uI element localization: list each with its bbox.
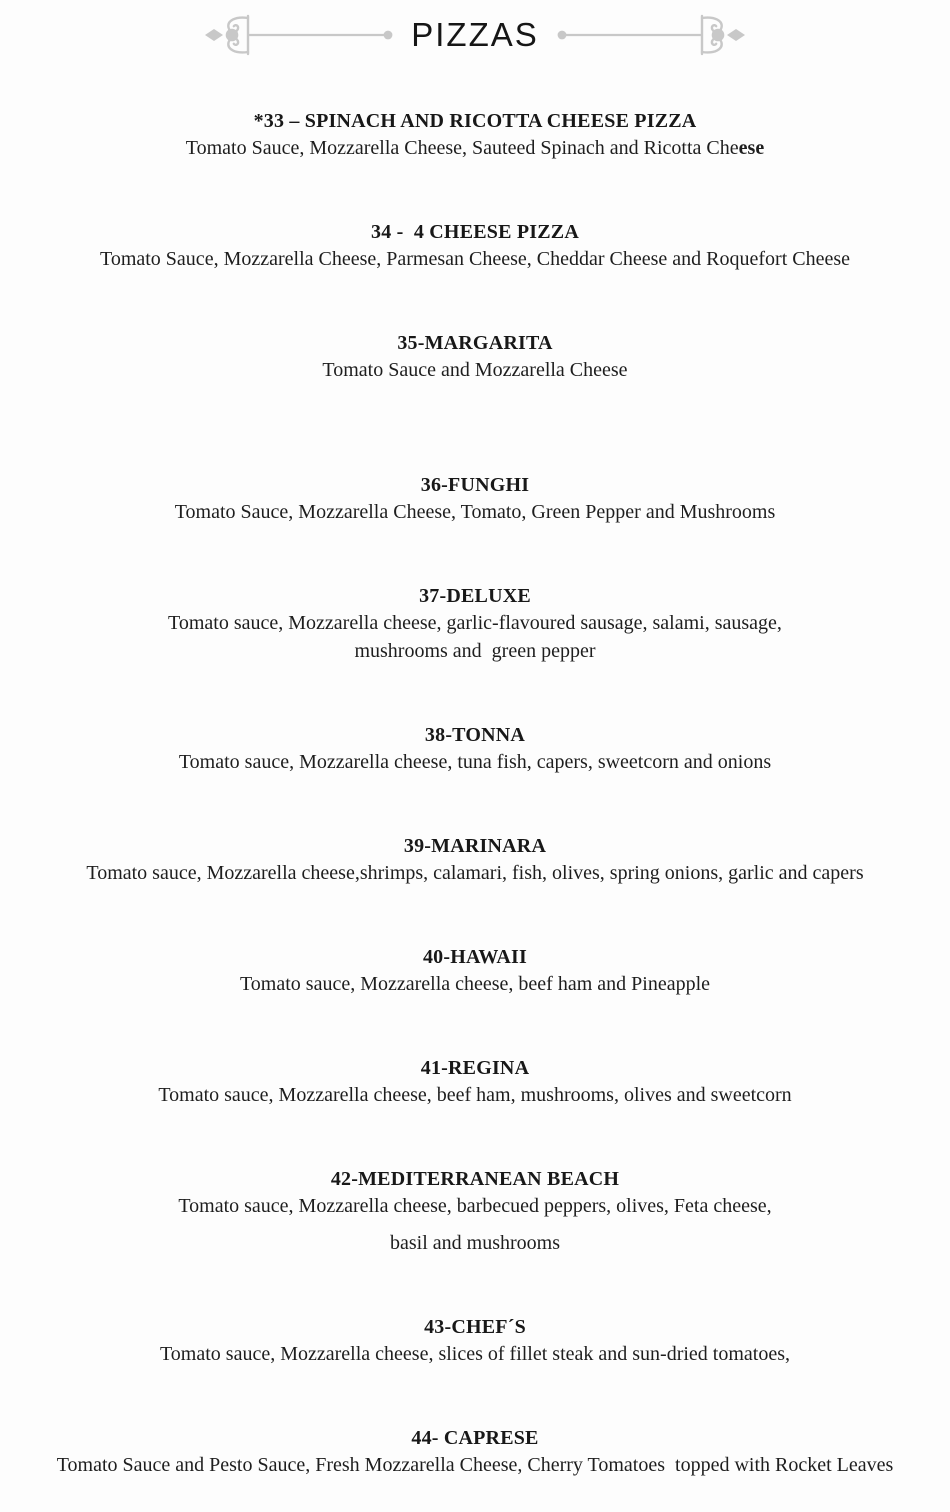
section-header: [0, 0, 950, 60]
menu-item: [0, 944, 950, 998]
flourish-left-icon: [202, 13, 397, 57]
menu-item: [0, 1166, 950, 1257]
description-bold-suffix: ese: [738, 137, 765, 159]
description-line: Tomato sauce, Mozzarella cheese,shrimps, calamari, fish, olives, spring onions, garlic and capers: [86, 862, 864, 884]
menu-item-description: [0, 356, 950, 384]
menu-item: [0, 833, 950, 887]
menu-item: [0, 722, 950, 776]
menu-items: [0, 108, 950, 1479]
menu-item: [0, 1425, 950, 1479]
menu-item-description: [0, 970, 950, 998]
description-line: Tomato Sauce and Mozzarella Cheese: [322, 359, 628, 381]
menu-item-description: [0, 498, 950, 526]
description-line: Tomato sauce, Mozzarella cheese, garlic-flavoured sausage, salami, sausage,: [168, 612, 782, 634]
menu-item-description: [0, 1451, 950, 1479]
menu-item-title: 35-MARGARITA: [397, 332, 553, 354]
menu-item-description: [0, 1340, 950, 1368]
description-line: Tomato sauce, Mozzarella cheese, barbecued peppers, olives, Feta cheese,: [178, 1195, 772, 1217]
menu-item-description: [0, 859, 950, 887]
menu-item-description: [0, 748, 950, 776]
menu-item: [0, 1314, 950, 1368]
description-line: Tomato sauce, Mozzarella cheese, tuna fish, capers, sweetcorn and onions: [178, 751, 772, 773]
description-line: Tomato Sauce and Pesto Sauce, Fresh Mozzarella Cheese, Cherry Tomatoes topped with Rocket Leaves: [56, 1454, 894, 1476]
menu-item-description: [0, 245, 950, 273]
menu-item: [0, 219, 950, 273]
description-line: basil and mushrooms: [390, 1232, 560, 1254]
description-line: Tomato Sauce, Mozzarella Cheese, Tomato, Green Pepper and Mushrooms: [174, 501, 776, 523]
menu-item: [0, 330, 950, 384]
menu-item: [0, 108, 950, 162]
menu-item-title: 34 - 4 CHEESE PIZZA: [371, 221, 579, 243]
description-line: Tomato sauce, Mozzarella cheese, beef ham and Pineapple: [239, 973, 711, 995]
description-line: Tomato Sauce, Mozzarella Cheese, Parmesan Cheese, Cheddar Cheese and Roquefort Cheese: [100, 248, 850, 270]
page-title: PIZZAS: [411, 16, 539, 53]
menu-item: [0, 472, 950, 526]
menu-item-title: 43-CHEF´S: [424, 1316, 526, 1338]
menu-item: [0, 1055, 950, 1109]
menu-item-description: [0, 134, 950, 162]
description-line: Tomato sauce, Mozzarella cheese, slices of fillet steak and sun-dried tomatoes,: [159, 1343, 791, 1365]
flourish-right-icon: [553, 13, 748, 57]
description-line: Tomato sauce, Mozzarella cheese, beef ham, mushrooms, olives and sweetcorn: [158, 1084, 792, 1106]
menu-item-description: [0, 1081, 950, 1109]
menu-item-description: [0, 609, 950, 665]
description-line: mushrooms and green pepper: [354, 640, 596, 662]
menu-item-title: 42-MEDITERRANEAN BEACH: [330, 1168, 620, 1190]
menu-item-description: [0, 1192, 950, 1257]
menu-item: [0, 583, 950, 665]
menu-item-title: 38-TONNA: [424, 724, 526, 746]
description-line: Tomato Sauce, Mozzarella Cheese, Sauteed Spinach and Ricotta Cheese: [185, 137, 765, 159]
menu-item-title: 41-REGINA: [420, 1057, 530, 1079]
menu-item-title: 39-MARINARA: [403, 835, 547, 857]
menu-item-title: *33 – SPINACH AND RICOTTA CHEESE PIZZA: [253, 110, 697, 132]
menu-item-title: 40-HAWAII: [422, 946, 528, 968]
menu-item-title: 37-DELUXE: [419, 585, 531, 607]
menu-item-title: 36-FUNGHI: [420, 474, 530, 496]
menu-item-title: 44- CAPRESE: [411, 1427, 539, 1449]
